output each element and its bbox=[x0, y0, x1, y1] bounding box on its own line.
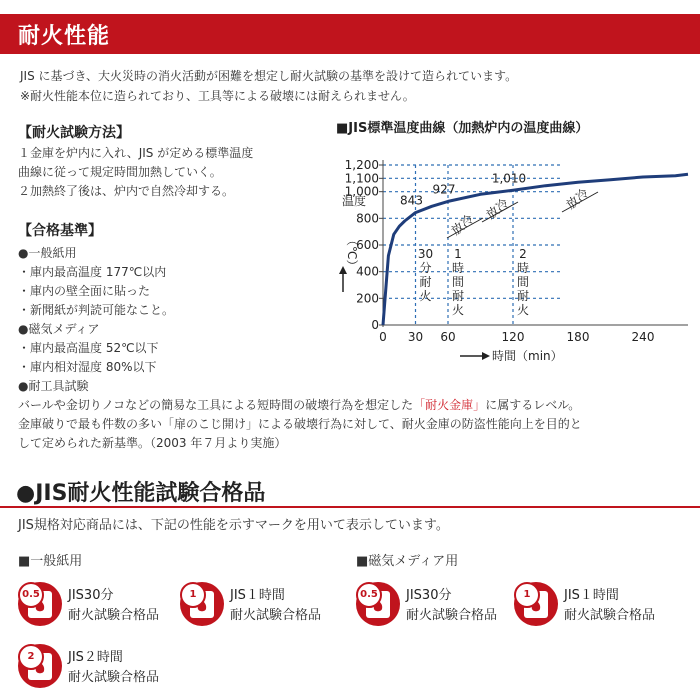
jis-divider bbox=[0, 506, 700, 508]
marker-label-char: 耐 bbox=[419, 275, 432, 289]
marker-label-char: 2 bbox=[519, 247, 527, 261]
jis-description: JIS規格対応商品には、下記の性能を示すマークを用いて表示しています。 bbox=[18, 518, 449, 533]
tool-line-1-pre: バールや金切りノコなどの簡易な工具による短時間の破壊行為を想定した bbox=[18, 398, 414, 412]
criteria-tool-line-3: して定められた新基準。（2003 年７月より実施） bbox=[18, 436, 287, 450]
marker-label-char: 30 bbox=[417, 247, 434, 261]
y-tick-label: 1,000 bbox=[344, 184, 379, 199]
criteria-media-item-1: ・庫内最高温度 52℃以下 bbox=[18, 341, 159, 355]
media-category-label: ■磁気メディア用 bbox=[356, 554, 459, 569]
y-tick-label: 600 bbox=[356, 238, 379, 252]
badge-number: 0.5 bbox=[356, 582, 382, 608]
marker-label-char: 分 bbox=[419, 261, 432, 275]
criteria-paper-title: ●一般紙用 bbox=[18, 246, 77, 260]
cooling-label: 放冷 bbox=[448, 211, 477, 239]
method-line-2: 曲線に従って規定時間加熱していく。 bbox=[18, 165, 222, 179]
mark-line-2: 耐火試験合格品 bbox=[406, 608, 498, 623]
marker-label-char: 火 bbox=[419, 289, 432, 303]
x-tick-label: 60 bbox=[440, 330, 456, 344]
mark-line-1: JIS１時間 bbox=[230, 588, 285, 603]
marker-label-char: 火 bbox=[451, 303, 465, 317]
y-axis-title: 温度 bbox=[342, 194, 367, 208]
criteria-media-item-2: ・庫内相対湿度 80%以下 bbox=[18, 360, 157, 374]
mark-line-2: 耐火試験合格品 bbox=[564, 608, 656, 623]
y-tick-label: 1,200 bbox=[344, 158, 379, 172]
marker-label-char: 時 bbox=[516, 261, 530, 275]
marker-label-char: 火 bbox=[516, 303, 530, 317]
chart-guides bbox=[383, 165, 560, 325]
x-tick-label: 120 bbox=[501, 330, 525, 344]
point-value-label: 1,010 bbox=[491, 171, 527, 186]
criteria-paper-item-3: ・新聞紙が判読可能なこと。 bbox=[18, 303, 175, 317]
mark-line-1: JIS２時間 bbox=[68, 650, 123, 665]
mark-line-2: 耐火試験合格品 bbox=[68, 608, 160, 623]
method-heading: 【耐火試験方法】 bbox=[18, 125, 130, 141]
marker-label-char: 間 bbox=[516, 275, 530, 289]
media-resist-1h-icon bbox=[514, 582, 558, 626]
y-tick-label: 400 bbox=[356, 264, 379, 279]
badge-number: 1 bbox=[180, 582, 206, 608]
mark-line-2: 耐火試験合格品 bbox=[68, 670, 160, 685]
method-line-1: １金庫を炉内に入れ、JIS が定める標準温度 bbox=[18, 146, 254, 160]
y-axis-unit: （℃） bbox=[345, 234, 359, 272]
mark-line-1: JIS30分 bbox=[406, 588, 452, 603]
criteria-tool-title: ●耐工具試験 bbox=[18, 379, 89, 393]
point-value-label: 843 bbox=[400, 193, 423, 208]
paper-category-label: ■一般紙用 bbox=[18, 554, 83, 569]
marker-label-char: 時 bbox=[451, 261, 465, 275]
mark-line-1: JIS１時間 bbox=[564, 588, 619, 603]
badge-number: 2 bbox=[18, 644, 44, 670]
mark-line-1: JIS30分 bbox=[68, 588, 114, 603]
x-axis-arrowhead bbox=[482, 352, 490, 360]
intro-line-1: JIS に基づき、大火災時の消火活動が困難を想定し耐火試験の基準を設けて造られています。 bbox=[20, 69, 518, 83]
criteria-heading: 【合格基準】 bbox=[18, 223, 102, 239]
page-title: 耐火性能 bbox=[18, 24, 111, 49]
point-value-label: 927 bbox=[432, 182, 456, 197]
cooling-label: 放冷 bbox=[483, 195, 512, 223]
tool-line-1-highlight: 「耐火金庫」 bbox=[413, 398, 486, 412]
marker-label-char: 1 bbox=[454, 247, 462, 261]
y-tick-label: 1,100 bbox=[344, 171, 379, 186]
x-tick-label: 240 bbox=[631, 330, 655, 344]
criteria-paper-item-2: ・庫内の壁全面に貼った bbox=[18, 284, 151, 298]
jis-mark bbox=[514, 582, 700, 628]
cooling-label: 放冷 bbox=[563, 185, 592, 213]
y-tick-label: 200 bbox=[356, 291, 379, 306]
mark-line-2: 耐火試験合格品 bbox=[230, 608, 322, 623]
criteria-media-title: ●磁気メディア bbox=[18, 322, 100, 336]
badge-number: 1 bbox=[514, 582, 540, 608]
x-tick-label: 0 bbox=[379, 330, 387, 344]
fire-resist-30min-icon bbox=[18, 582, 62, 626]
y-tick-label: 800 bbox=[356, 211, 379, 226]
marker-label-char: 間 bbox=[451, 275, 465, 289]
media-resist-30min-icon bbox=[356, 582, 400, 626]
intro-line-2: ※耐火性能本位に造られており、工具等による破壊には耐えられません。 bbox=[20, 89, 415, 103]
chart-title: ■JIS標準温度曲線（加熱炉内の温度曲線） bbox=[336, 121, 589, 136]
jis-mark bbox=[18, 644, 208, 690]
fire-resist-1h-icon bbox=[180, 582, 224, 626]
badge-number: 0.5 bbox=[18, 582, 44, 608]
criteria-paper-item-1: ・庫内最高温度 177℃以内 bbox=[18, 265, 167, 279]
jis-mark bbox=[180, 582, 370, 628]
x-tick-label: 180 bbox=[566, 330, 590, 344]
x-tick-label: 30 bbox=[407, 330, 424, 344]
x-axis-title: 時間（min） bbox=[492, 349, 563, 363]
method-line-3: ２加熱終了後は、炉内で自然冷却する。 bbox=[18, 184, 235, 198]
marker-label-char: 耐 bbox=[516, 289, 530, 303]
y-tick-label: 0 bbox=[371, 318, 379, 332]
fire-resist-2h-icon bbox=[18, 644, 62, 688]
criteria-tool-line-2: 金庫破りで最も件数の多い「扉のこじ開け」による破壊行為に対して、耐火金庫の防盗性能向上を目的と bbox=[18, 417, 582, 431]
jis-heading: ●JIS耐火性能試験合格品 bbox=[16, 481, 266, 506]
marker-label-char: 耐 bbox=[451, 289, 465, 303]
tool-line-1-post: に属するレベル。 bbox=[485, 398, 581, 412]
